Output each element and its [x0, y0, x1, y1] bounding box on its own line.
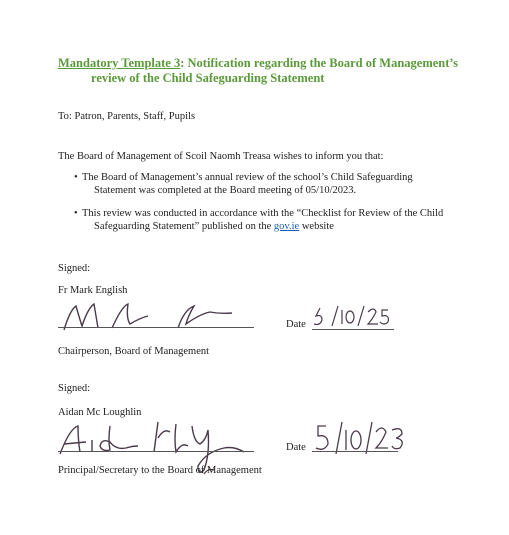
list-item	[74, 172, 413, 197]
intro-text: The Board of Management of Scoil Naomh Treasa wishes to inform you that:	[58, 151, 384, 162]
recipients: To: Patron, Parents, Staff, Pupils	[58, 111, 196, 122]
signed-label: Signed:	[58, 383, 91, 394]
chairperson-signature	[60, 300, 260, 336]
title-line1-rest: : Notification regarding the Board of Management’s	[180, 56, 458, 70]
date-line	[312, 329, 394, 330]
signer-name: Aidan Mc Loughlin	[58, 407, 142, 418]
signer-role: Chairperson, Board of Management	[58, 346, 210, 357]
date-line	[312, 451, 398, 452]
signature-line	[58, 327, 254, 328]
date-label: Date	[286, 319, 306, 330]
date-label: Date	[286, 442, 306, 453]
bullet-1-line1: The Board of Management’s annual review of the school’s Child Safeguarding	[82, 172, 413, 183]
bullet-2-line1: This review was conducted in accordance with the “Checklist for Review of the Child	[82, 208, 444, 219]
signer-role: Principal/Secretary to the Board of Management	[58, 465, 262, 476]
bullet-2-text: Safeguarding Statement” published on the	[94, 220, 274, 232]
title-line2: review of the Child Safeguarding Statement	[91, 71, 325, 85]
signature-line	[58, 451, 254, 452]
bullet-2-text-end: website	[299, 220, 334, 232]
signer-name: Fr Mark English	[58, 285, 128, 296]
list-item	[74, 208, 443, 233]
document-title	[58, 56, 478, 86]
gov-ie-link[interactable]: gov.ie	[273, 220, 300, 232]
bullet-1-line2: Statement was completed at the Board meeting of 05/10/2023.	[94, 184, 357, 196]
bullet-2-line2	[74, 221, 443, 234]
principal-date-handwritten	[312, 420, 412, 458]
chairperson-date-handwritten	[312, 302, 402, 330]
bullet-icon: •	[74, 208, 78, 219]
template-label: Mandatory Template 3	[58, 56, 181, 70]
bullet-icon: •	[74, 172, 78, 183]
signed-label: Signed:	[58, 263, 91, 274]
